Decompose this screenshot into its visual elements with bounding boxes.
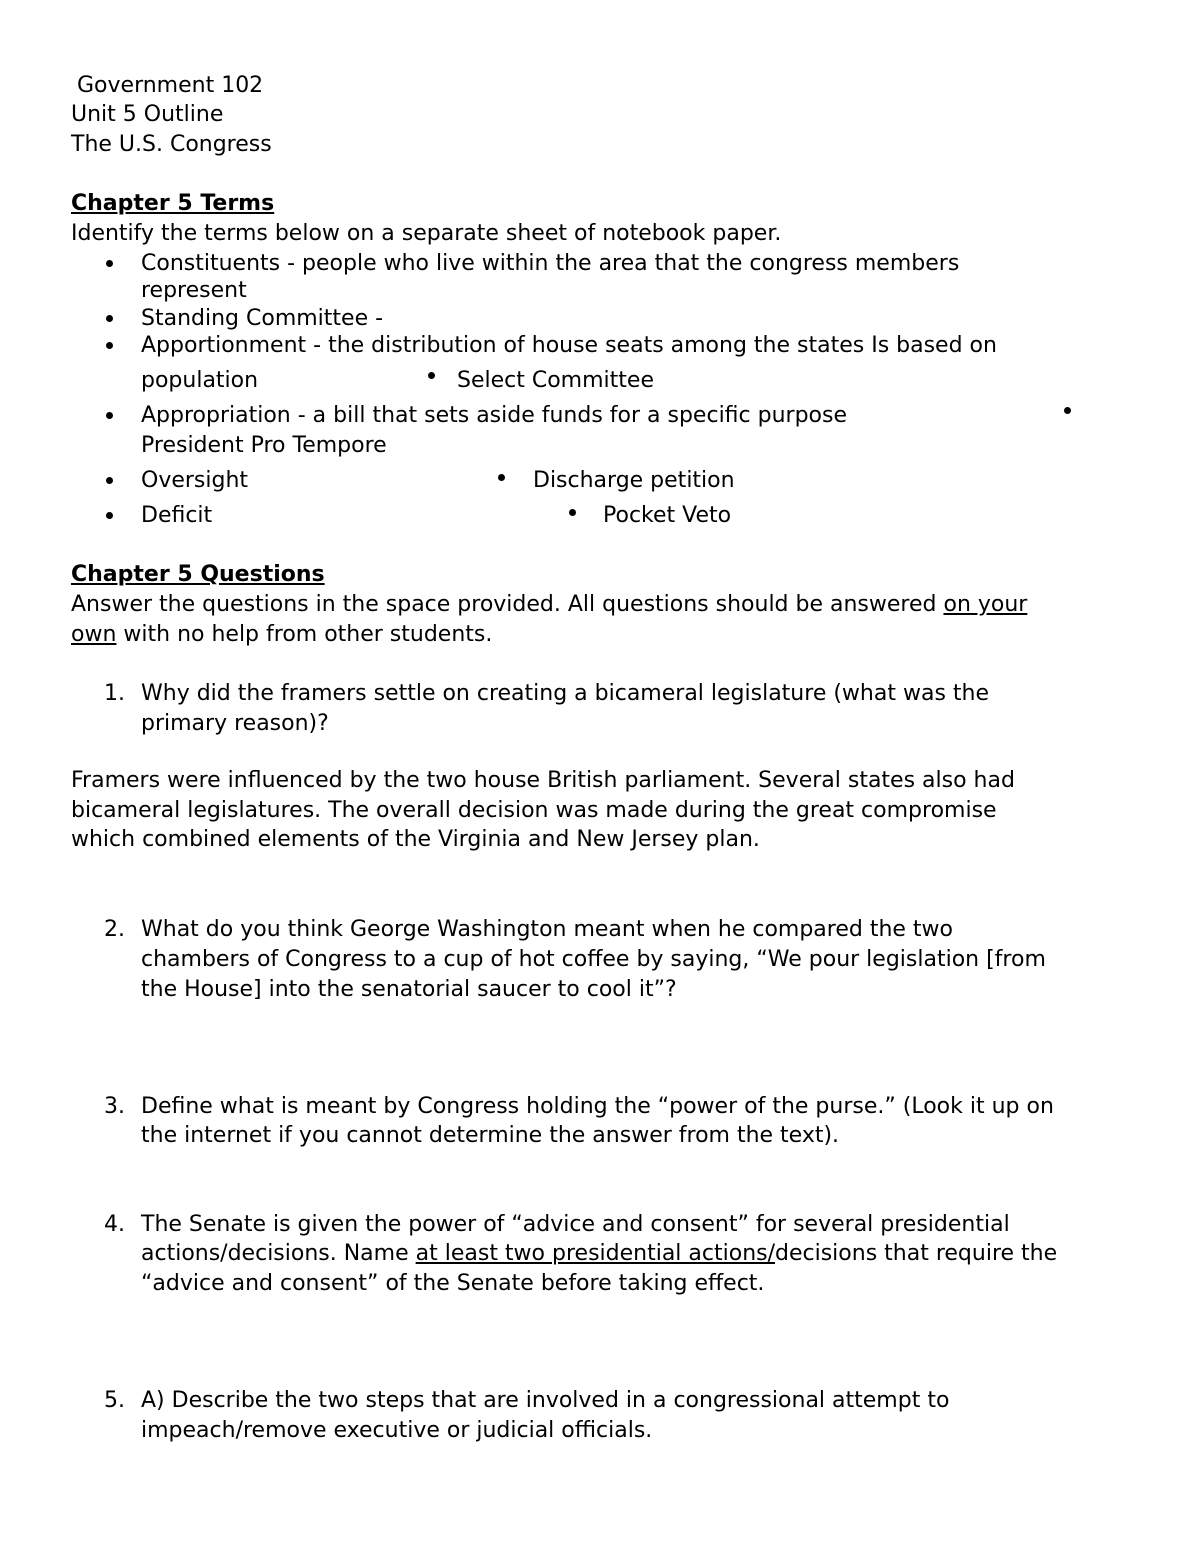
answer-1-line: bicameral legislatures. The overall decision was made during the great compromise	[71, 798, 997, 823]
term-oversight: Oversight	[141, 468, 249, 493]
topic-title: The U.S. Congress	[71, 132, 272, 157]
bullet-icon	[1064, 407, 1071, 414]
question-1-text: Why did the framers settle on creating a bicameral legislature (what was the	[141, 681, 989, 706]
bullet-icon	[106, 342, 113, 349]
question-number: 1.	[104, 681, 125, 706]
term-pocket-veto: Pocket Veto	[603, 503, 732, 528]
term-select-committee: Select Committee	[457, 368, 654, 393]
question-5-text: A) Describe the two steps that are involved in a congressional attempt to	[141, 1388, 950, 1413]
answer-1-line: Framers were influenced by the two house British parliament. Several states also had	[71, 768, 1015, 793]
bullet-icon	[106, 477, 113, 484]
term-president-pro-tempore: President Pro Tempore	[141, 433, 387, 458]
term-constituents-continued: represent	[141, 278, 247, 303]
bullet-icon	[106, 315, 113, 322]
terms-instruction: Identify the terms below on a separate sheet of notebook paper.	[71, 221, 782, 246]
term-discharge-petition: Discharge petition	[533, 468, 735, 493]
question-4-underlined-text: at least two presidential actions/	[415, 1241, 776, 1266]
question-number: 4.	[104, 1212, 125, 1237]
bullet-icon	[106, 260, 113, 267]
terms-heading: Chapter 5 Terms	[71, 191, 275, 216]
questions-instruction	[71, 594, 1027, 616]
instruction-text: with no help from other students.	[116, 622, 493, 647]
bullet-icon	[106, 512, 113, 519]
question-2-text-continued: chambers of Congress to a cup of hot coffee by saying, “We pour legislation [from	[141, 947, 1046, 972]
instruction-underlined-text: own	[71, 622, 117, 647]
bullet-icon	[498, 474, 505, 481]
question-2-text-continued: the House] into the senatorial saucer to cool it”?	[141, 977, 677, 1002]
bullet-icon	[106, 412, 113, 419]
question-3-text: Define what is meant by Congress holding the “power of the purse.” (Look it up on	[141, 1094, 1054, 1119]
question-2-text: What do you think George Washington meant when he compared the two	[141, 917, 954, 942]
question-number: 2.	[104, 917, 125, 942]
term-apportionment: Apportionment - the distribution of house seats among the states Is based on	[141, 333, 997, 358]
term-standing-committee: Standing Committee -	[141, 306, 384, 331]
answer-1-line: which combined elements of the Virginia and New Jersey plan.	[71, 827, 760, 852]
question-4-text-continued	[141, 1243, 1057, 1265]
unit-title: Unit 5 Outline	[71, 102, 224, 127]
bullet-icon	[569, 509, 576, 516]
question-number: 3.	[104, 1094, 125, 1119]
bullet-icon	[428, 372, 435, 379]
question-4-text-continued: “advice and consent” of the Senate before taking effect.	[141, 1271, 765, 1296]
question-5-text-continued: impeach/remove executive or judicial officials.	[141, 1418, 653, 1443]
questions-heading: Chapter 5 Questions	[71, 562, 325, 587]
question-number: 5.	[104, 1388, 125, 1413]
questions-instruction-continued	[71, 624, 492, 646]
instruction-text: Answer the questions in the space provided. All questions should be answered	[71, 592, 944, 617]
question-4-text-part: actions/decisions. Name	[141, 1241, 416, 1266]
term-deficit: Deficit	[141, 503, 213, 528]
question-4-text-part: decisions that require the	[775, 1241, 1058, 1266]
question-4-text: The Senate is given the power of “advice and consent” for several presidential	[141, 1212, 1010, 1237]
term-constituents: Constituents - people who live within the area that the congress members	[141, 251, 960, 276]
instruction-underlined-text: on your	[943, 592, 1028, 617]
term-apportionment-continued: population	[141, 368, 259, 393]
question-3-text-continued: the internet if you cannot determine the answer from the text).	[141, 1123, 840, 1148]
term-appropriation: Appropriation - a bill that sets aside funds for a specific purpose	[141, 403, 847, 428]
question-1-text-continued: primary reason)?	[141, 711, 329, 736]
course-title: Government 102	[77, 73, 264, 98]
